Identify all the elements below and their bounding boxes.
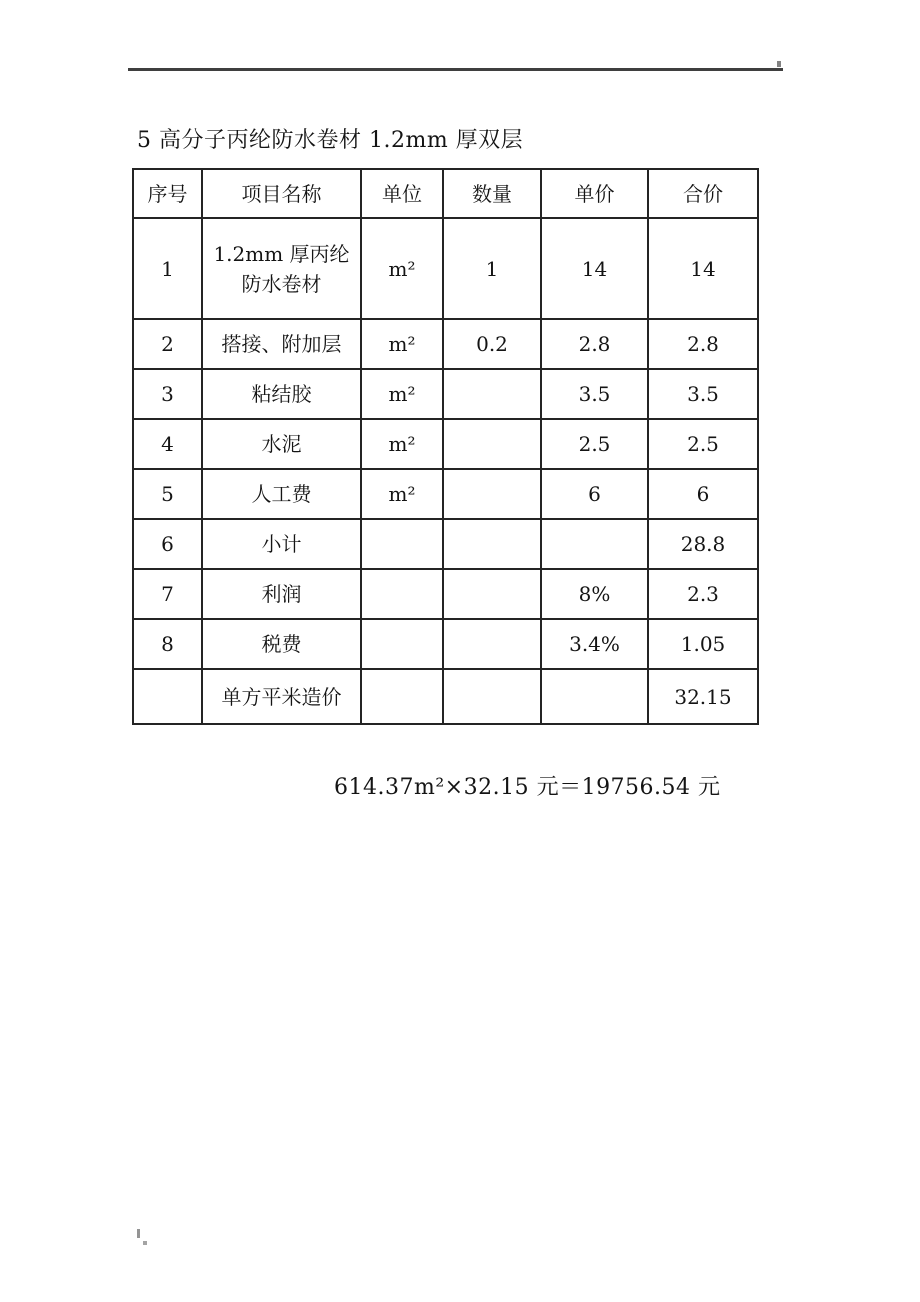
cell-unit: m² bbox=[361, 319, 443, 369]
cell-unit_price bbox=[541, 669, 648, 724]
table-row bbox=[133, 319, 758, 369]
cell-qty: 0.2 bbox=[443, 319, 541, 369]
cell-unit bbox=[361, 569, 443, 619]
cell-qty bbox=[443, 469, 541, 519]
cell-total: 2.5 bbox=[648, 419, 758, 469]
table-row bbox=[133, 369, 758, 419]
cell-unit_price: 2.5 bbox=[541, 419, 648, 469]
cell-qty bbox=[443, 419, 541, 469]
scan-artifact-bottom-1 bbox=[137, 1229, 140, 1238]
table-header-row bbox=[133, 169, 758, 218]
cell-unit bbox=[361, 519, 443, 569]
cell-name: 粘结胶 bbox=[202, 369, 361, 419]
calculation-formula: 614.37m²×32.15 元＝19756.54 元 bbox=[334, 775, 721, 800]
cell-total: 3.5 bbox=[648, 369, 758, 419]
cell-unit: m² bbox=[361, 369, 443, 419]
section-title: 5 高分子丙纶防水卷材 1.2mm 厚双层 bbox=[137, 128, 524, 153]
cell-unit bbox=[361, 669, 443, 724]
cell-no: 7 bbox=[133, 569, 202, 619]
cell-qty bbox=[443, 519, 541, 569]
table-row bbox=[133, 519, 758, 569]
cell-unit bbox=[361, 619, 443, 669]
cell-unit: m² bbox=[361, 419, 443, 469]
table-row bbox=[133, 619, 758, 669]
cell-unit_price: 14 bbox=[541, 218, 648, 319]
cell-qty bbox=[443, 619, 541, 669]
cell-no: 5 bbox=[133, 469, 202, 519]
cell-name: 搭接、附加层 bbox=[202, 319, 361, 369]
cell-total: 6 bbox=[648, 469, 758, 519]
cell-no: 3 bbox=[133, 369, 202, 419]
cell-unit_price bbox=[541, 519, 648, 569]
table-body bbox=[133, 218, 758, 724]
cell-qty bbox=[443, 569, 541, 619]
column-header-name: 项目名称 bbox=[202, 169, 361, 218]
cell-unit: m² bbox=[361, 218, 443, 319]
cell-total: 32.15 bbox=[648, 669, 758, 724]
cell-unit_price: 2.8 bbox=[541, 319, 648, 369]
table-row bbox=[133, 669, 758, 724]
cell-total: 2.8 bbox=[648, 319, 758, 369]
cell-unit_price: 3.5 bbox=[541, 369, 648, 419]
cost-table bbox=[132, 168, 759, 725]
cell-name: 人工费 bbox=[202, 469, 361, 519]
header-rule bbox=[128, 68, 783, 71]
cell-no: 8 bbox=[133, 619, 202, 669]
scan-artifact-bottom-2 bbox=[143, 1241, 147, 1245]
column-header-no: 序号 bbox=[133, 169, 202, 218]
cell-unit_price: 6 bbox=[541, 469, 648, 519]
cell-name: 税费 bbox=[202, 619, 361, 669]
column-header-qty: 数量 bbox=[443, 169, 541, 218]
table-row bbox=[133, 218, 758, 319]
cell-no: 6 bbox=[133, 519, 202, 569]
cell-name: 水泥 bbox=[202, 419, 361, 469]
cell-qty: 1 bbox=[443, 218, 541, 319]
cell-unit: m² bbox=[361, 469, 443, 519]
cell-total: 14 bbox=[648, 218, 758, 319]
column-header-total: 合价 bbox=[648, 169, 758, 218]
cell-total: 2.3 bbox=[648, 569, 758, 619]
cell-total: 28.8 bbox=[648, 519, 758, 569]
cell-unit_price: 3.4% bbox=[541, 619, 648, 669]
cell-no bbox=[133, 669, 202, 724]
cell-name: 小计 bbox=[202, 519, 361, 569]
table-row bbox=[133, 569, 758, 619]
cell-total: 1.05 bbox=[648, 619, 758, 669]
column-header-unit: 单位 bbox=[361, 169, 443, 218]
cell-name: 单方平米造价 bbox=[202, 669, 361, 724]
cell-qty bbox=[443, 369, 541, 419]
scan-artifact-top-right bbox=[777, 61, 781, 67]
table-row bbox=[133, 419, 758, 469]
cell-name: 1.2mm 厚丙纶防水卷材 bbox=[202, 218, 361, 319]
cell-no: 2 bbox=[133, 319, 202, 369]
cell-no: 1 bbox=[133, 218, 202, 319]
cell-qty bbox=[443, 669, 541, 724]
column-header-unit_price: 单价 bbox=[541, 169, 648, 218]
table-row bbox=[133, 469, 758, 519]
cell-no: 4 bbox=[133, 419, 202, 469]
cell-name: 利润 bbox=[202, 569, 361, 619]
cell-unit_price: 8% bbox=[541, 569, 648, 619]
